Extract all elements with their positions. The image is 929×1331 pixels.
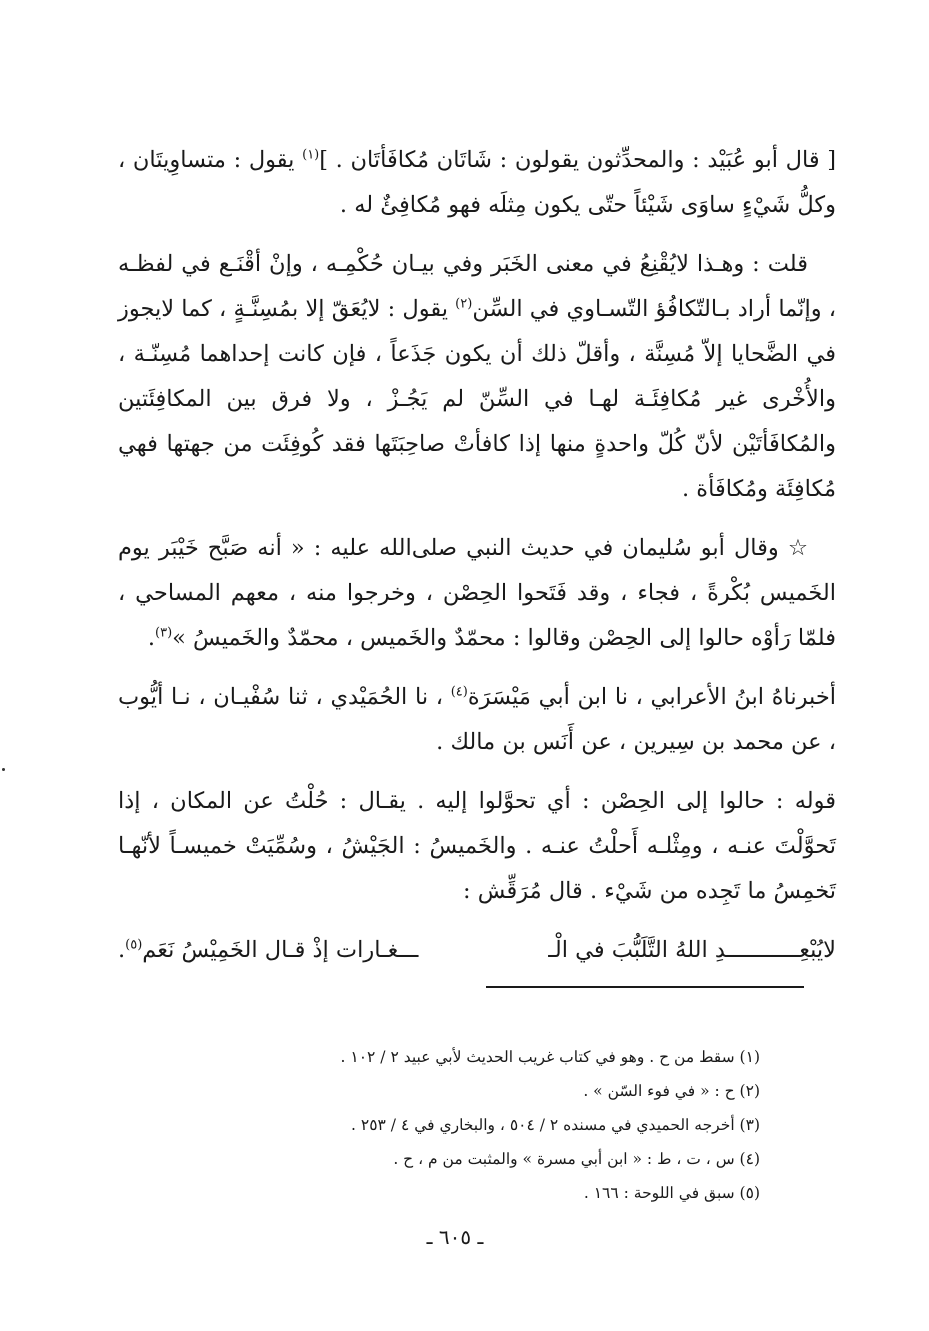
footnote-4: (٤) س ، ت ، ط : « ابن أبي مسرة » والمثبت من م ، ح . [393,1150,760,1168]
paragraph-2 [118,242,836,512]
paragraph-2-text-b: يقول : لايُعَقّ إلا بمُسِنَّـةٍ ، كما لايجوز في الضَّحايا إلاّ مُسِنَّة ، وأقلّ ذلك أن يكون جَذَعاً ، فإن كانت إحداهما مُسِنّـة ، والأُخْرى غير مُكافِئَـة لهـا في السِّنّ لم يَجُـزْ ، ولا فرق بين المكافِئَتين والمُكافَأتَيْن لأنّ كُلّ واحدةٍ منها إذا كافأتْ صاحِبَتَها فقد كُوفِئَت من جهتها فهي مُكافِئَة ومُكافَأة . [118,296,836,502]
footnote-ref-2[interactable]: (٢) [455,296,473,312]
footnote-5: (٥) سبق في اللوحة : ١٦٦ . [583,1184,760,1202]
footnote-3: (٣) أخرجه الحميدي في مسنده ٢ / ٥٠٤ ، والبخاري في ٤ / ٢٥٣ . [351,1116,760,1134]
verse-second-hemistich: ـــغـارات إذْ قـال الخَمِيْسُ نَعَم [142,937,419,963]
footnotes [200,1040,760,1210]
main-text [118,138,836,973]
verse-first-hemistich: لايُبْعِـــــــــــدِ اللهُ التَّلَبُّبَ في الْـ [548,937,836,963]
paragraph-5-text: قوله : حالوا إلى الحِصْن : أي تحوَّلوا إليه . يقـال : حُلْتُ عن المكان ، إذا تَحوَّلْتَ عنـه ، ومِثْلـه أَحلْتُ عنـه . والخَميسُ : الجَيْشُ ، وسُمِّيَتْ خميسـاً لأنّهـا تَخمِسُ ما تَجِده من شَيْء . قال مُرَقِّش : [118,788,836,904]
footnote-ref-3[interactable]: (٣) [155,625,173,641]
verse-second-hemistich-wrap [118,928,418,973]
paragraph-1-line-2: يقول : متساوِيتَان ، وكلُّ شَيْءٍ ساوَى شَيْئاً حتّى يكون مِثلَه فهو مُكافِئٌ له . [118,147,836,218]
footnote-ref-5[interactable]: (٥) [125,937,143,953]
footnote-2: (٢) ح : « في فوء السّن » . [583,1082,760,1100]
paragraph-5 [118,779,836,914]
page-number: ـ ٦٠٥ ـ [426,1225,484,1249]
paragraph-3-text: ☆ وقال أبو سُليمان في حديث النبي صلى‌الله عليه : « أنه صَبَّح خَيْبَر يوم الخَميس بُكْرةً ، فجاء ، وقد فَتَحوا الحِصْن ، وخرجوا منه ، معهم المساحي ، فلمّا رَأوْه حالوا إلى الحِصْن وقالوا : محمّدٌ والخَميس ، محمّدٌ والخَميسُ » [118,535,836,651]
scan-speck [2,768,5,771]
paragraph-4-text-b: ، نا الحُمَيْدي ، ثنا سُفْيـان ، نـا أيُّوب ، عن محمد بن سِيرين ، عن أَنَس بن مالك . [118,684,836,755]
footnote-1: (١) سقط من ح . وهو في كتاب غريب الحديث لأبي عبيد ٢ / ١٠٢ . [340,1048,760,1066]
paragraph-4-text-a: أخبرناهُ ابنُ الأعرابي ، نا ابن أبي مَيْسَرَة [467,684,836,710]
paragraph-4 [118,675,836,765]
footnote-ref-1[interactable]: (١) [302,147,320,163]
paragraph-1 [118,138,836,228]
footnote-ref-4[interactable]: (٤) [450,684,468,700]
verse-end: . [118,937,126,963]
paragraph-3 [118,526,836,661]
poem-verse [118,928,836,973]
footnote-separator [486,986,804,988]
paragraph-3-end: . [147,625,155,651]
paragraph-1-line-1: [ قال أبو عُبَيْد : والمحدِّثون يقولون : شَاتَان مُكافَأتَان . ] [319,147,837,173]
paragraph-2-text-a: قلت : وهـذا لايُقْنِعُ في معنى الخَبَر وفي بيـان حُكْمِـه ، وإنْ أقْنَـع في لفظـه ، وإنّما أراد بـالتّكافُؤ التّسـاوي في السِّن [118,251,836,322]
